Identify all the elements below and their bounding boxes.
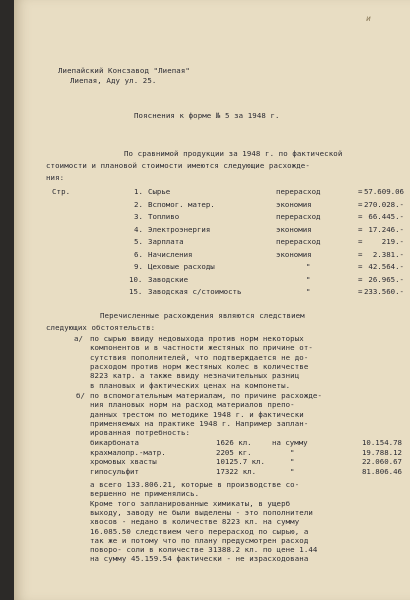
row-eq: = (358, 212, 363, 221)
material-name: гипосульфит (90, 466, 139, 476)
row-number: 6. (134, 249, 143, 259)
row-eq: = (358, 187, 363, 196)
material-name: крахмалопр.-матр. (90, 447, 166, 457)
summary-line-2: следующих обстоятельств: (46, 323, 156, 332)
material-row (14, 448, 410, 457)
row-item: Цеховые расходы (148, 262, 215, 271)
row-type: " (306, 287, 311, 296)
row-amount: 233.560.- (363, 287, 404, 296)
text-line: а всего 133.806.21, которые в производстве со- (90, 480, 300, 489)
material-name: бикарбоната (90, 438, 139, 447)
header-line-1: Лиепайский Консзавод "Лиепая" (58, 66, 190, 75)
row-item: Заводская с/стоимость (148, 287, 242, 296)
table-row (14, 275, 410, 285)
row-item: Вспомог. матер. (148, 199, 215, 209)
material-sep: на сумму (272, 438, 308, 447)
row-type: экономия (276, 249, 312, 259)
row-item: Заводские (148, 274, 189, 284)
text-line: вершенно не применялись. (90, 489, 200, 499)
material-name: хромовых хвасты (90, 457, 157, 466)
text-line: компонентов и в частности жестяных по причине от- (90, 343, 313, 353)
table-row (14, 250, 410, 260)
text-line: 8223 катр. а также ввиду незначительных разниц (90, 371, 300, 381)
row-number: 1. (134, 187, 143, 196)
text-line: выходу, заводу не были выделены - это пополнители (90, 507, 313, 517)
material-qty: 2205 кг. (216, 447, 252, 457)
row-eq: = (358, 237, 363, 246)
text-line: в плановых и фактических ценах на компонеты. (90, 380, 291, 390)
row-type: " (306, 274, 311, 284)
row-eq: = (358, 274, 363, 284)
row-eq: = (358, 224, 363, 234)
row-amount: 26.965.- (368, 274, 404, 284)
row-amount: 66.445.- (368, 212, 404, 221)
text-line: данных трестом по методике 1948 г. и фактически (90, 409, 304, 419)
row-eq: = (358, 262, 363, 271)
para-b-marker: б/ (76, 391, 86, 400)
row-number: 9. (134, 262, 143, 271)
row-number: 5. (134, 237, 143, 246)
row-number: 4. (134, 224, 143, 234)
intro-line-1: По сравнимой продукции за 1948 г. по фактической (124, 149, 343, 158)
row-amount: 2.381.- (372, 249, 404, 259)
material-sep: " (290, 466, 295, 476)
table-row (14, 287, 410, 297)
row-item: Сырье (148, 187, 171, 196)
material-qty: 10125.7 кл. (216, 457, 265, 466)
table-row (14, 212, 410, 222)
row-eq: = (358, 287, 363, 296)
table-prefix: Стр. (52, 187, 71, 196)
intro-line-3: ния: (46, 173, 65, 182)
text-line: применяемых на практике 1948 г. Например заплан- (90, 418, 309, 428)
material-amount: 19.788.12 (361, 447, 402, 457)
material-row (14, 438, 410, 447)
page-marker: и (366, 14, 371, 23)
material-sep: " (290, 447, 295, 457)
row-eq: = (358, 199, 363, 209)
row-item: Начисления (148, 249, 193, 259)
row-amount: 270.028.- (363, 199, 404, 209)
row-eq: = (358, 249, 363, 259)
row-amount: 17.246.- (368, 224, 404, 234)
row-type: перерасход (276, 187, 321, 196)
summary-line-1: Перечисленные расхождения являются следствием (100, 311, 305, 320)
table-row (14, 200, 410, 210)
material-qty: 1626 кл. (216, 438, 252, 447)
text-line: расходом против норм жестяных колес в количестве (90, 361, 309, 371)
row-amount: 42.564.- (368, 262, 404, 271)
row-amount: 219.- (381, 237, 404, 246)
row-number: 10. (129, 274, 143, 284)
material-amount: 10.154.78 (361, 438, 402, 447)
text-line: ния плановых норм на расход материалов препо- (90, 400, 295, 410)
row-number: 15. (129, 287, 143, 296)
text-line: сутствия пополнителей, что подтверждается не до- (90, 352, 309, 362)
row-item: Зарплата (148, 237, 184, 246)
material-amount: 81.806.46 (361, 466, 402, 476)
row-type: перерасход (276, 237, 321, 246)
material-row (14, 467, 410, 476)
text-line: на сумму 45.159.54 фактически - не израсходована (90, 554, 309, 564)
text-line: хвосов - недано в количестве 8223 кл. на сумму (90, 517, 300, 527)
table-row (14, 187, 410, 197)
row-type: перерасход (276, 212, 321, 221)
intro-line-2: стоимости и плановой стоимости имеются следующие расхожде- (46, 161, 310, 170)
row-type: экономия (276, 199, 312, 209)
row-number: 2. (134, 199, 143, 209)
document-page (14, 0, 410, 600)
table-row (14, 262, 410, 272)
material-sep: " (290, 457, 295, 466)
row-amount: 57.609.06 (363, 187, 404, 196)
text-line: так же и потому что по плану предусмотрен расход (90, 535, 309, 545)
text-line: 16.085.50 следствием чего перерасход по сырью, а (90, 526, 309, 536)
row-item: Электроэнергия (148, 224, 211, 234)
header-line-2: Лиепая, Аду ул. 25. (70, 76, 157, 85)
text-line: ированная потребность: (90, 428, 191, 438)
table-row (14, 225, 410, 235)
para-a-marker: а/ (74, 334, 84, 343)
text-line: по сырью ввиду недовыхода против норм некоторых (90, 334, 304, 343)
material-amount: 22.060.67 (361, 457, 402, 466)
material-qty: 17322 кл. (216, 466, 257, 476)
row-type: " (306, 262, 311, 271)
table-row (14, 237, 410, 247)
material-row (14, 457, 410, 466)
row-number: 3. (134, 212, 143, 221)
text-line: Кроме того запланированные химикаты, в ущерб (90, 498, 291, 508)
row-item: Топливо (148, 212, 180, 221)
text-line: поворо- соли в количестве 31388.2 кл. по цене 1.44 (90, 545, 318, 555)
row-type: экономия (276, 224, 312, 234)
text-line: по вспомогательным материалам, по причине расхожде- (90, 391, 323, 400)
document-title: Пояснения к форме № 5 за 1948 г. (134, 111, 280, 120)
